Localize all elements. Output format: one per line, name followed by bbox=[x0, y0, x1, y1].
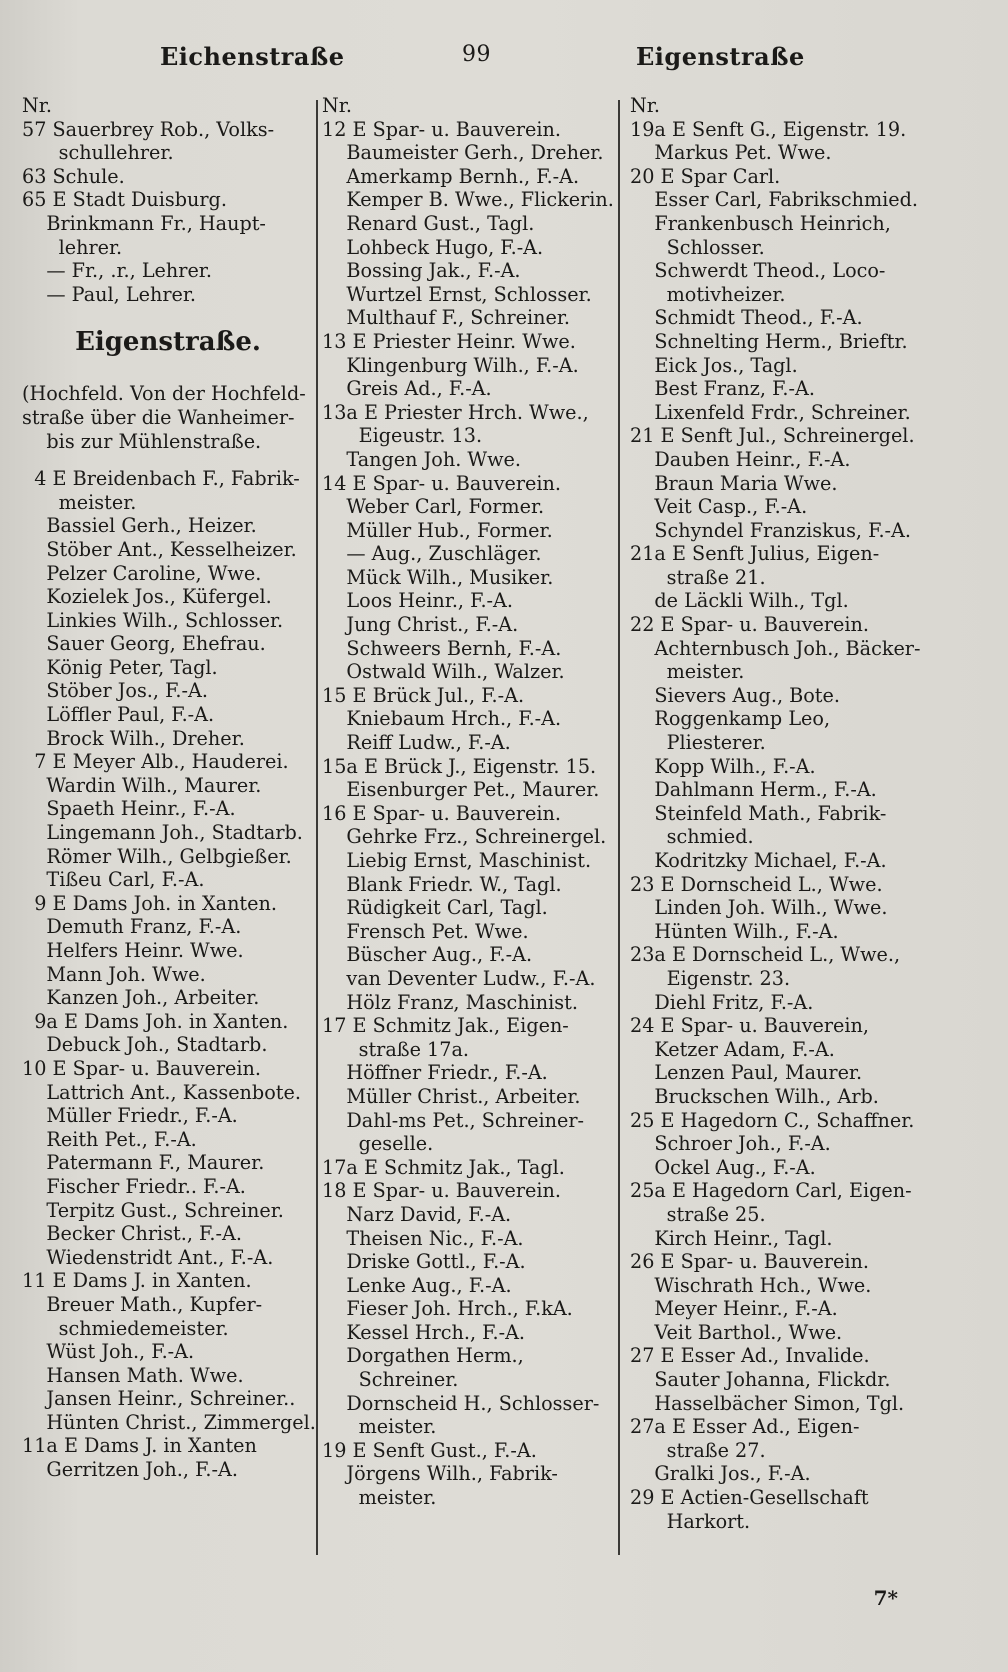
directory-line: meister. bbox=[22, 490, 137, 514]
directory-line: Wurtzel Ernst, Schlosser. bbox=[322, 282, 592, 306]
directory-line: 15a E Brück J., Eigenstr. 15. bbox=[322, 754, 597, 778]
directory-line: Hasselbächer Simon, Tgl. bbox=[630, 1391, 905, 1415]
directory-line: Jung Christ., F.-A. bbox=[322, 613, 519, 637]
directory-line: 19 E Senft Gust., F.-A. bbox=[322, 1438, 537, 1462]
directory-line: Schreiner. bbox=[322, 1368, 459, 1392]
directory-line: 13a E Priester Hrch. Wwe., bbox=[322, 400, 589, 424]
directory-line: Breuer Math., Kupfer- bbox=[22, 1292, 263, 1316]
directory-line: Schnelting Herm., Brieftr. bbox=[630, 329, 908, 353]
directory-line: Renard Gust., Tagl. bbox=[322, 211, 535, 235]
directory-line: Roggenkamp Leo, bbox=[630, 707, 831, 731]
directory-line: Debuck Joh., Stadtarb. bbox=[22, 1033, 268, 1057]
directory-line: Tißeu Carl, F.-A. bbox=[22, 868, 205, 892]
column-divider-1 bbox=[316, 100, 318, 1555]
directory-line: Helfers Heinr. Wwe. bbox=[22, 939, 244, 962]
directory-line: Frensch Pet. Wwe. bbox=[322, 919, 529, 943]
directory-line: Römer Wilh., Gelbgießer. bbox=[22, 844, 292, 868]
directory-line: Jörgens Wilh., Fabrik- bbox=[322, 1462, 558, 1486]
directory-line: Gehrke Frz., Schreinergel. bbox=[322, 825, 607, 849]
directory-line: 25 E Hagedorn C., Schaffner. bbox=[630, 1108, 915, 1132]
directory-line: 23a E Dornscheid L., Wwe., bbox=[630, 943, 901, 967]
directory-line: 63 Schule. bbox=[22, 164, 125, 188]
directory-line: Rüdigkeit Carl, Tagl. bbox=[322, 896, 548, 920]
directory-line: Amerkamp Bernh., F.-A. bbox=[322, 164, 580, 188]
directory-line: Veit Barthol., Wwe. bbox=[630, 1320, 843, 1344]
directory-line: Büscher Aug., F.-A. bbox=[322, 943, 533, 967]
directory-line: meister. bbox=[322, 1415, 437, 1439]
directory-line: Kopp Wilh., F.-A. bbox=[630, 754, 816, 778]
directory-line: 65 E Stadt Duisburg. bbox=[22, 188, 227, 212]
directory-line: Theisen Nic., F.-A. bbox=[322, 1226, 524, 1250]
directory-line: Harkort. bbox=[630, 1509, 751, 1533]
directory-line: Müller Christ., Arbeiter. bbox=[322, 1084, 581, 1108]
directory-line: 19a E Senft G., Eigenstr. 19. bbox=[630, 117, 907, 141]
directory-line: — Aug., Zuschläger. bbox=[322, 542, 542, 566]
column-1-entries bbox=[22, 467, 314, 1482]
spacer bbox=[22, 453, 314, 467]
directory-line: Multhauf F., Schreiner. bbox=[322, 306, 571, 330]
directory-line: geselle. bbox=[322, 1132, 434, 1156]
directory-line: Steinfeld Math., Fabrik- bbox=[630, 801, 887, 825]
directory-line: 27a E Esser Ad., Eigen- bbox=[630, 1415, 860, 1439]
directory-line: Wischrath Hch., Wwe. bbox=[630, 1273, 872, 1297]
directory-line: Demuth Franz, F.-A. bbox=[22, 915, 242, 939]
directory-line: Bruckschen Wilh., Arb. bbox=[630, 1084, 879, 1108]
directory-line: Tangen Joh. Wwe. bbox=[322, 447, 521, 471]
directory-line: 9a E Dams Joh. in Xanten. bbox=[22, 1009, 289, 1033]
directory-line: 4 E Breidenbach F., Fabrik- bbox=[22, 467, 300, 491]
directory-line: Schroer Joh., F.-A. bbox=[630, 1132, 831, 1156]
directory-line: Linden Joh. Wilh., Wwe. bbox=[630, 896, 888, 920]
directory-line: Pelzer Caroline, Wwe. bbox=[22, 561, 262, 585]
column-2-entries bbox=[322, 94, 618, 1510]
directory-line: Stöber Ant., Kesselheizer. bbox=[22, 537, 297, 561]
directory-line: Dahlmann Herm., F.-A. bbox=[630, 778, 877, 802]
directory-line: Löffler Paul, F.-A. bbox=[22, 703, 215, 727]
directory-line: Kozielek Jos., Küfergel. bbox=[22, 585, 272, 609]
directory-line: Fischer Friedr.. F.-A. bbox=[22, 1174, 246, 1198]
directory-line: Braun Maria Wwe. bbox=[630, 471, 838, 495]
directory-line: meister. bbox=[630, 660, 745, 684]
directory-line: 17a E Schmitz Jak., Tagl. bbox=[322, 1155, 565, 1179]
directory-line: Lohbeck Hugo, F.-A. bbox=[322, 235, 544, 259]
directory-line: Esser Carl, Fabrikschmied. bbox=[630, 188, 919, 212]
directory-line: 23 E Dornscheid L., Wwe. bbox=[630, 872, 883, 896]
directory-line: straße 27. bbox=[630, 1438, 766, 1462]
directory-line: straße über die Wanheimer- bbox=[22, 405, 295, 429]
directory-line: Nr. bbox=[630, 94, 660, 117]
directory-line: (Hochfeld. Von der Hochfeld- bbox=[22, 382, 306, 406]
directory-line: 22 E Spar- u. Bauverein. bbox=[630, 613, 870, 637]
directory-line: Kessel Hrch., F.-A. bbox=[322, 1320, 526, 1344]
directory-line: 16 E Spar- u. Bauverein. bbox=[322, 801, 562, 825]
directory-line: Terpitz Gust., Schreiner. bbox=[22, 1198, 284, 1222]
directory-line: Best Franz, F.-A. bbox=[630, 377, 815, 401]
directory-line: Wiedenstridt Ant., F.-A. bbox=[22, 1245, 274, 1269]
directory-line: — Fr., .r., Lehrer. bbox=[22, 259, 212, 283]
directory-line: bis zur Mühlenstraße. bbox=[22, 429, 262, 453]
directory-line: Müller Friedr., F.-A. bbox=[22, 1104, 238, 1128]
directory-line: Nr. bbox=[322, 94, 352, 117]
directory-line: Lenzen Paul, Maurer. bbox=[630, 1061, 863, 1085]
directory-line: Dorgathen Herm., bbox=[322, 1344, 524, 1368]
directory-line: Wardin Wilh., Maurer. bbox=[22, 773, 262, 797]
directory-line: Eigenstr. 23. bbox=[630, 966, 791, 990]
directory-line: Pliesterer. bbox=[630, 731, 766, 755]
column-1-entries-top bbox=[22, 94, 314, 306]
directory-line: Sauer Georg, Ehefrau. bbox=[22, 632, 266, 656]
directory-line: straße 21. bbox=[630, 565, 766, 589]
directory-line: Kodritzky Michael, F.-A. bbox=[630, 849, 887, 872]
directory-line: Müller Hub., Former. bbox=[322, 518, 553, 542]
section-title-eigenstrasse: Eigenstraße. bbox=[75, 327, 261, 358]
directory-line: Markus Pet. Wwe. bbox=[630, 141, 832, 165]
directory-line: 15 E Brück Jul., F.-A. bbox=[322, 683, 525, 707]
header-right-street: Eigenstraße bbox=[636, 42, 805, 71]
directory-line: Klingenburg Wilh., F.-A. bbox=[322, 353, 579, 377]
directory-line: Driske Gottl., F.-A. bbox=[322, 1250, 526, 1274]
header-left-street: Eichenstraße bbox=[160, 42, 345, 71]
directory-line: schmied. bbox=[630, 825, 754, 849]
directory-line: 11 E Dams J. in Xanten. bbox=[22, 1269, 252, 1293]
directory-line: 25a E Hagedorn Carl, Eigen- bbox=[630, 1179, 912, 1203]
directory-line: Brock Wilh., Dreher. bbox=[22, 726, 245, 750]
directory-line: lehrer. bbox=[22, 235, 123, 259]
directory-line: Frankenbusch Heinrich, bbox=[630, 211, 891, 235]
directory-line: Schlosser. bbox=[630, 235, 765, 259]
directory-line: Schmidt Theod., F.-A. bbox=[630, 306, 863, 330]
directory-line: Lingemann Joh., Stadtarb. bbox=[22, 821, 303, 845]
directory-line: Schweers Bernh, F.-A. bbox=[322, 636, 562, 660]
directory-line: 7 E Meyer Alb., Hauderei. bbox=[22, 750, 289, 774]
directory-line: Kirch Heinr., Tagl. bbox=[630, 1226, 833, 1250]
directory-line: 10 E Spar- u. Bauverein. bbox=[22, 1056, 262, 1080]
directory-line: Liebig Ernst, Maschinist. bbox=[322, 849, 592, 872]
directory-line: Dauben Heinr., F.-A. bbox=[630, 447, 851, 471]
directory-line: 18 E Spar- u. Bauverein. bbox=[322, 1179, 562, 1203]
directory-line: Eick Jos., Tagl. bbox=[630, 353, 798, 377]
directory-line: König Peter, Tagl. bbox=[22, 655, 218, 679]
directory-line: Baumeister Gerh., Dreher. bbox=[322, 141, 604, 165]
directory-line: Dahl-ms Pet., Schreiner- bbox=[322, 1108, 585, 1132]
directory-line: Lattrich Ant., Kassenbote. bbox=[22, 1080, 301, 1104]
directory-line: Blank Friedr. W., Tagl. bbox=[322, 872, 562, 896]
directory-line: Kemper B. Wwe., Flickerin. bbox=[322, 188, 614, 212]
directory-line: Schyndel Franziskus, F.-A. bbox=[630, 518, 911, 542]
directory-line: Bossing Jak., F.-A. bbox=[322, 259, 521, 283]
directory-line: — Paul, Lehrer. bbox=[22, 282, 197, 306]
directory-line: Fieser Joh. Hrch., F.kA. bbox=[322, 1297, 573, 1321]
directory-line: Mann Joh. Wwe. bbox=[22, 962, 206, 986]
directory-line: 29 E Actien-Gesellschaft bbox=[630, 1486, 869, 1510]
directory-line: Spaeth Heinr., F.-A. bbox=[22, 797, 236, 821]
directory-line: Lenke Aug., F.-A. bbox=[322, 1273, 512, 1297]
directory-line: de Läckli Wilh., Tgl. bbox=[630, 589, 849, 613]
directory-line: Greis Ad., F.-A. bbox=[322, 377, 492, 401]
directory-line: 20 E Spar Carl. bbox=[630, 164, 781, 188]
directory-line: Mück Wilh., Musiker. bbox=[322, 565, 554, 589]
directory-line: 21a E Senft Julius, Eigen- bbox=[630, 542, 880, 566]
directory-line: Veit Casp., F.-A. bbox=[630, 495, 808, 519]
directory-line: 57 Sauerbrey Rob., Volks- bbox=[22, 117, 275, 141]
directory-line: Ockel Aug., F.-A. bbox=[630, 1155, 816, 1179]
directory-line: Eigeustr. 13. bbox=[322, 424, 483, 448]
directory-line: Narz David, F.-A. bbox=[322, 1202, 512, 1226]
directory-line: Hansen Math. Wwe. bbox=[22, 1363, 244, 1387]
directory-line: Jansen Heinr., Schreiner.. bbox=[22, 1387, 296, 1411]
directory-line: Stöber Jos., F.-A. bbox=[22, 679, 208, 703]
directory-line: Höffner Friedr., F.-A. bbox=[322, 1061, 548, 1085]
directory-line: Lixenfeld Frdr., Schreiner. bbox=[630, 400, 911, 424]
directory-line: 11a E Dams J. in Xanten bbox=[22, 1434, 257, 1458]
directory-line: Gerritzen Joh., F.-A. bbox=[22, 1458, 238, 1482]
directory-line: Linkies Wilh., Schlosser. bbox=[22, 608, 284, 632]
directory-line: Bassiel Gerh., Heizer. bbox=[22, 514, 257, 538]
directory-line: schullehrer. bbox=[22, 141, 174, 165]
directory-line: Weber Carl, Former. bbox=[322, 495, 545, 519]
directory-line: 27 E Esser Ad., Invalide. bbox=[630, 1344, 870, 1368]
directory-line: 14 E Spar- u. Bauverein. bbox=[322, 471, 562, 495]
directory-line: Dornscheid H., Schlosser- bbox=[322, 1391, 600, 1415]
column-3-entries bbox=[630, 94, 930, 1533]
directory-line: 26 E Spar- u. Bauverein. bbox=[630, 1250, 870, 1274]
directory-line: Wüst Joh., F.-A. bbox=[22, 1340, 195, 1364]
column-1-street-description bbox=[22, 382, 314, 453]
directory-line: Gralki Jos., F.-A. bbox=[630, 1462, 811, 1486]
directory-line: Reith Pet., F.-A. bbox=[22, 1127, 197, 1151]
column-2 bbox=[322, 94, 618, 1510]
directory-line: straße 25. bbox=[630, 1202, 766, 1226]
directory-line: 21 E Senft Jul., Schreinergel. bbox=[630, 424, 915, 448]
directory-line: Schwerdt Theod., Loco- bbox=[630, 259, 886, 283]
column-divider-2 bbox=[618, 100, 620, 1555]
directory-line: Patermann F., Maurer. bbox=[22, 1151, 265, 1175]
directory-line: 17 E Schmitz Jak., Eigen- bbox=[322, 1014, 569, 1038]
column-3 bbox=[630, 94, 930, 1533]
directory-line: 12 E Spar- u. Bauverein. bbox=[322, 117, 562, 141]
directory-line: Kniebaum Hrch., F.-A. bbox=[322, 707, 562, 731]
directory-line: Hölz Franz, Maschinist. bbox=[322, 990, 578, 1014]
directory-line: Brinkmann Fr., Haupt- bbox=[22, 211, 266, 235]
directory-line: Ostwald Wilh., Walzer. bbox=[322, 660, 565, 684]
directory-line: Hünten Wilh., F.-A. bbox=[630, 919, 839, 943]
directory-line: motivheizer. bbox=[630, 282, 786, 306]
directory-line: schmiedemeister. bbox=[22, 1316, 229, 1340]
signature-mark: 7* bbox=[873, 1586, 898, 1610]
directory-line: Nr. bbox=[22, 94, 52, 117]
directory-line: meister. bbox=[322, 1486, 437, 1510]
column-1 bbox=[22, 94, 314, 1482]
directory-line: Loos Heinr., F.-A. bbox=[322, 589, 513, 613]
directory-line: Becker Christ., F.-A. bbox=[22, 1222, 242, 1246]
directory-line: 9 E Dams Joh. in Xanten. bbox=[22, 891, 277, 915]
page-number: 99 bbox=[462, 42, 491, 67]
directory-line: Ketzer Adam, F.-A. bbox=[630, 1037, 835, 1061]
directory-line: Diehl Fritz, F.-A. bbox=[630, 990, 814, 1014]
directory-line: straße 17a. bbox=[322, 1037, 469, 1061]
directory-line: Sievers Aug., Bote. bbox=[630, 683, 840, 707]
directory-line: Reiff Ludw., F.-A. bbox=[322, 731, 511, 755]
directory-line: 13 E Priester Heinr. Wwe. bbox=[322, 329, 576, 353]
directory-line: Hünten Christ., Zimmergel. bbox=[22, 1410, 316, 1434]
directory-line: van Deventer Ludw., F.-A. bbox=[322, 966, 596, 990]
directory-line: Achternbusch Joh., Bäcker- bbox=[630, 636, 921, 660]
directory-line: Sauter Johanna, Flickdr. bbox=[630, 1368, 891, 1392]
directory-line: Kanzen Joh., Arbeiter. bbox=[22, 986, 260, 1010]
directory-line: 24 E Spar- u. Bauverein, bbox=[630, 1014, 870, 1038]
directory-line: Meyer Heinr., F.-A. bbox=[630, 1297, 838, 1321]
directory-line: Eisenburger Pet., Maurer. bbox=[322, 778, 600, 802]
